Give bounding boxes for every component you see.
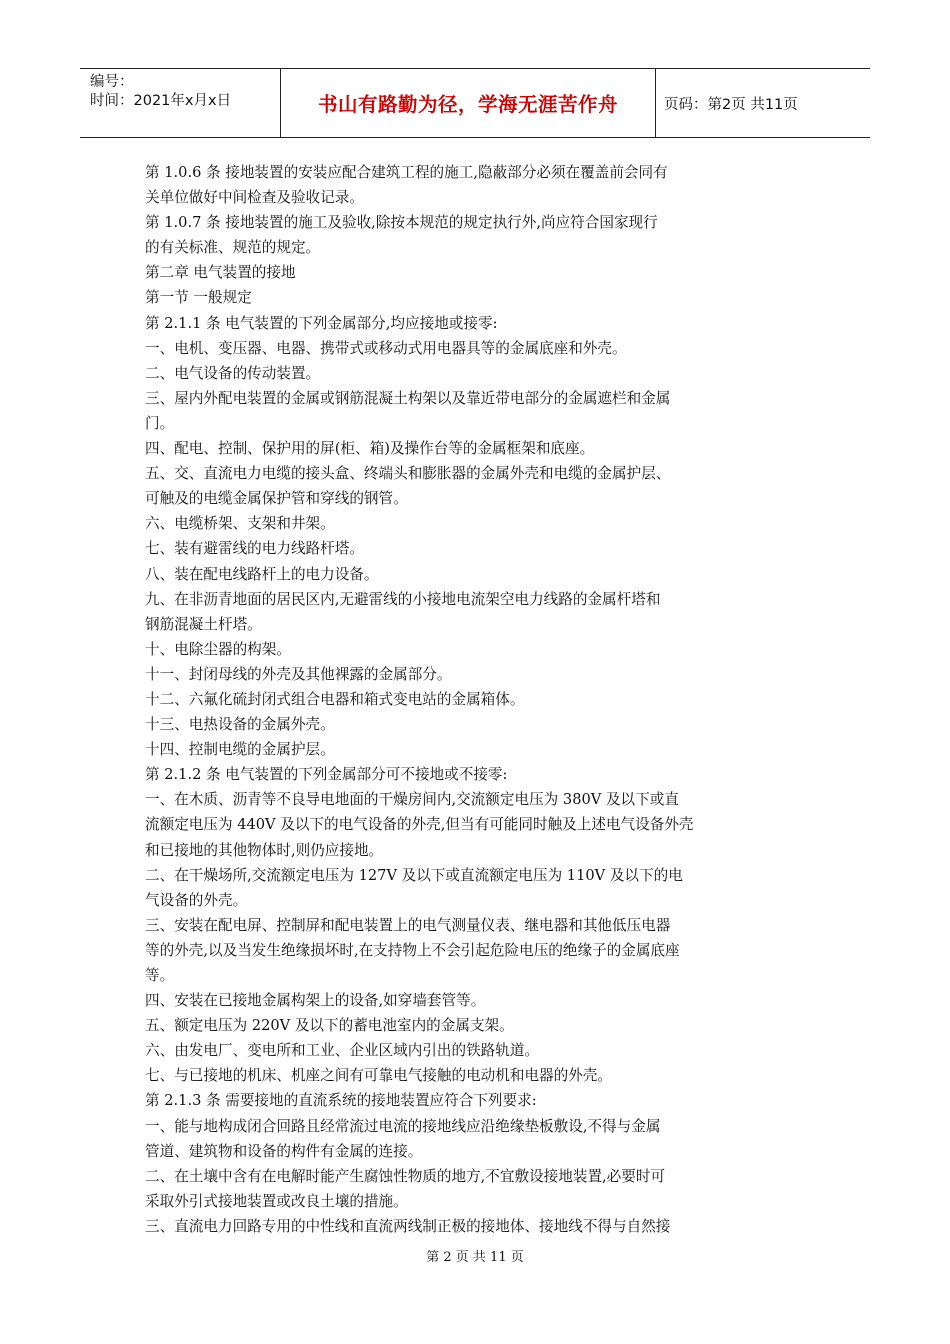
text-line: 四、安装在已接地金属构架上的设备,如穿墙套管等。 <box>145 992 486 1010</box>
header-motto: 书山有路勤为径，学海无涯苦作舟 <box>317 93 618 116</box>
text-line: 一、在木质、沥青等不良导电地面的干燥房间内,交流额定电压为 380V 及以下或直 <box>145 791 679 809</box>
text-line: 三、安装在配电屏、控制屏和配电装置上的电气测量仪表、继电器和其他低压电器 <box>145 916 671 934</box>
text-line: 气设备的外壳。 <box>145 891 248 909</box>
text-line: 二、在干燥场所,交流额定电压为 127V 及以下或直流额定电压为 110V 及以下的电 <box>145 866 683 884</box>
page-header <box>80 68 870 138</box>
text-line: 二、电气设备的传动装置。 <box>145 364 321 382</box>
text-line: 十、电除尘器的构架。 <box>145 640 291 658</box>
text-line: 第二章 电气装置的接地 <box>145 264 296 282</box>
text-line: 九、在非沥青地面的居民区内,无避雷线的小接地电流架空电力线路的金属杆塔和 <box>145 590 661 608</box>
text-line: 门。 <box>145 414 175 432</box>
document-body <box>145 160 785 1239</box>
text-line: 第 2.1.1 条 电气装置的下列金属部分,均应接地或接零: <box>145 314 498 332</box>
text-line: 的有关标准、规范的规定。 <box>145 239 321 257</box>
document-date: 时间：2021年x月x日 <box>90 93 232 109</box>
text-line: 可触及的电缆金属保护管和穿线的钢管。 <box>145 490 408 508</box>
header-page-number: 页码：第2页 共11页 <box>664 96 798 113</box>
text-line: 钢筋混凝土杆塔。 <box>145 615 262 633</box>
header-divider <box>655 69 656 137</box>
text-line: 管道、建筑物和设备的构件有金属的连接。 <box>145 1142 423 1160</box>
text-line: 三、屋内外配电装置的金属或钢筋混凝土构架以及靠近带电部分的金属遮栏和金属 <box>145 389 671 407</box>
text-line: 八、装在配电线路杆上的电力设备。 <box>145 565 379 583</box>
text-line: 四、配电、控制、保护用的屏(柜、箱)及操作台等的金属框架和底座。 <box>145 440 595 458</box>
text-line: 七、装有避雷线的电力线路杆塔。 <box>145 540 364 558</box>
text-line: 十二、六氟化硫封闭式组合电器和箱式变电站的金属箱体。 <box>145 690 525 708</box>
text-line: 十四、控制电缆的金属护层。 <box>145 741 335 759</box>
text-line: 和已接地的其他物体时,则仍应接地。 <box>145 841 384 859</box>
text-line: 十三、电热设备的金属外壳。 <box>145 716 335 734</box>
text-line: 六、由发电厂、变电所和工业、企业区域内引出的铁路轨道。 <box>145 1042 540 1060</box>
text-line: 十一、封闭母线的外壳及其他裸露的金属部分。 <box>145 665 452 683</box>
text-line: 流额定电压为 440V 及以下的电气设备的外壳,但当有可能同时触及上述电气设备外壳 <box>145 816 694 834</box>
text-line: 第 1.0.6 条 接地装置的安装应配合建筑工程的施工,隐蔽部分必须在覆盖前会同有 <box>145 164 668 181</box>
page-footer: 第 2 页 共 11 页 <box>426 1250 524 1265</box>
text-line: 五、额定电压为 220V 及以下的蓄电池室内的金属支架。 <box>145 1017 514 1035</box>
text-line: 等的外壳,以及当发生绝缘损坏时,在支持物上不会引起危险电压的绝缘子的金属底座 <box>145 941 680 959</box>
text-line: 三、直流电力回路专用的中性线和直流两线制正极的接地体、接地线不得与自然接 <box>145 1217 671 1235</box>
text-line: 第一节 一般规定 <box>145 289 252 307</box>
text-line: 五、交、直流电力电缆的接头盒、终端头和膨胀器的金属外壳和电缆的金属护层、 <box>145 465 671 483</box>
text-line: 七、与已接地的机床、机座之间有可靠电气接触的电动机和电器的外壳。 <box>145 1067 613 1085</box>
text-line: 等。 <box>145 967 175 984</box>
text-line: 采取外引式接地装置或改良土壤的措施。 <box>145 1192 408 1210</box>
text-line: 一、电机、变压器、电器、携带式或移动式用电器具等的金属底座和外壳。 <box>145 339 627 357</box>
text-line: 一、能与地构成闭合回路且经常流过电流的接地线应沿绝缘垫板敷设,不得与金属 <box>145 1117 661 1135</box>
header-info <box>80 69 280 137</box>
document-number: 编号： <box>90 74 134 90</box>
text-line: 第 2.1.3 条 需要接地的直流系统的接地装置应符合下列要求: <box>145 1092 537 1110</box>
text-line: 第 1.0.7 条 接地装置的施工及验收,除按本规范的规定执行外,尚应符合国家现行 <box>145 214 658 232</box>
text-line: 关单位做好中间检查及验收记录。 <box>145 189 364 207</box>
text-line: 六、电缆桥架、支架和井架。 <box>145 515 335 533</box>
text-line: 二、在土壤中含有在电解时能产生腐蚀性物质的地方,不宜敷设接地装置,必要时可 <box>145 1167 666 1185</box>
text-line: 第 2.1.2 条 电气装置的下列金属部分可不接地或不接零: <box>145 766 508 784</box>
